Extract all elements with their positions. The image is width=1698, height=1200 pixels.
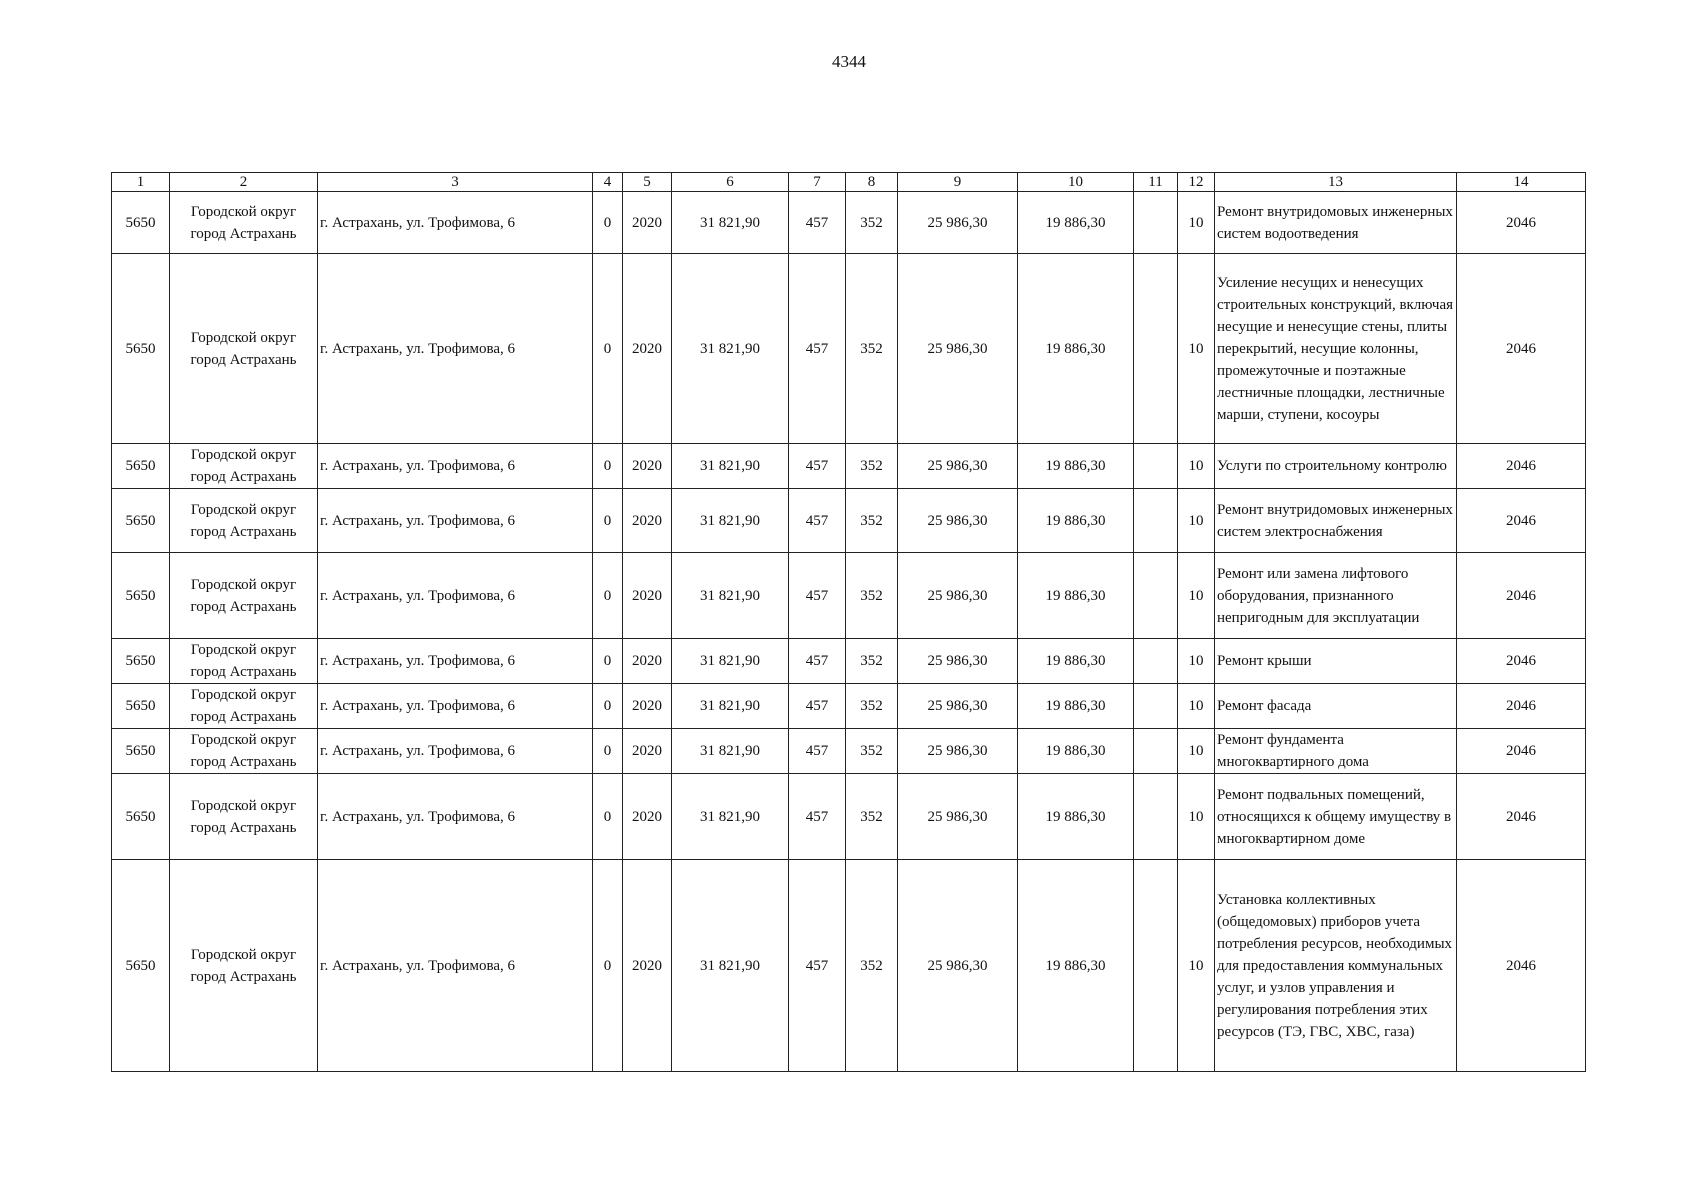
table-row: [112, 639, 1586, 684]
cell-col-1: 5650: [112, 639, 170, 684]
cell-col-6: 31 821,90: [672, 774, 789, 860]
table-row: [112, 192, 1586, 254]
cell-col-14: 2046: [1457, 774, 1586, 860]
cell-col-10: 19 886,30: [1018, 489, 1134, 553]
cell-col-14: 2046: [1457, 489, 1586, 553]
cell-col-4: 0: [593, 639, 623, 684]
cell-col-10: 19 886,30: [1018, 729, 1134, 774]
cell-col-2: Городской округ город Астрахань: [170, 254, 318, 444]
cell-col-13: Ремонт крыши: [1215, 639, 1457, 684]
cell-col-9: 25 986,30: [898, 860, 1018, 1072]
cell-col-9: 25 986,30: [898, 553, 1018, 639]
cell-col-9: 25 986,30: [898, 489, 1018, 553]
cell-col-4: 0: [593, 444, 623, 489]
cell-col-11: [1134, 192, 1178, 254]
cell-col-13: Ремонт или замена лифтового оборудования, признанного непригодным для эксплуатации: [1215, 553, 1457, 639]
column-header-4: 4: [593, 173, 623, 192]
cell-col-5: 2020: [623, 684, 672, 729]
cell-col-13: Ремонт внутридомовых инженерных систем водоотведения: [1215, 192, 1457, 254]
table-row: [112, 489, 1586, 553]
cell-col-1: 5650: [112, 254, 170, 444]
table-row: [112, 254, 1586, 444]
cell-col-12: 10: [1178, 192, 1215, 254]
cell-col-12: 10: [1178, 553, 1215, 639]
cell-col-13: Ремонт фасада: [1215, 684, 1457, 729]
cell-col-2: Городской округ город Астрахань: [170, 489, 318, 553]
cell-col-12: 10: [1178, 444, 1215, 489]
cell-col-12: 10: [1178, 860, 1215, 1072]
cell-col-11: [1134, 684, 1178, 729]
cell-col-3: г. Астрахань, ул. Трофимова, 6: [318, 553, 593, 639]
table-body: [112, 192, 1586, 1072]
column-number-row: [112, 173, 1586, 192]
page-number: 4344: [832, 52, 866, 71]
cell-col-1: 5650: [112, 729, 170, 774]
cell-col-8: 352: [846, 254, 898, 444]
column-header-13: 13: [1215, 173, 1457, 192]
cell-col-1: 5650: [112, 444, 170, 489]
cell-col-9: 25 986,30: [898, 444, 1018, 489]
cell-col-2: Городской округ город Астрахань: [170, 774, 318, 860]
cell-col-11: [1134, 553, 1178, 639]
table-row: [112, 684, 1586, 729]
cell-col-1: 5650: [112, 684, 170, 729]
column-header-3: 3: [318, 173, 593, 192]
cell-col-6: 31 821,90: [672, 729, 789, 774]
cell-col-1: 5650: [112, 774, 170, 860]
cell-col-7: 457: [789, 553, 846, 639]
cell-col-3: г. Астрахань, ул. Трофимова, 6: [318, 684, 593, 729]
cell-col-5: 2020: [623, 444, 672, 489]
column-header-14: 14: [1457, 173, 1586, 192]
cell-col-13: Ремонт подвальных помещений, относящихся к общему имуществу в многоквартирном доме: [1215, 774, 1457, 860]
cell-col-13: Ремонт фундамента многоквартирного дома: [1215, 729, 1457, 774]
table-row: [112, 553, 1586, 639]
cell-col-11: [1134, 444, 1178, 489]
cell-col-11: [1134, 860, 1178, 1072]
cell-col-12: 10: [1178, 684, 1215, 729]
cell-col-2: Городской округ город Астрахань: [170, 860, 318, 1072]
column-header-5: 5: [623, 173, 672, 192]
column-header-8: 8: [846, 173, 898, 192]
cell-col-11: [1134, 774, 1178, 860]
cell-col-5: 2020: [623, 553, 672, 639]
cell-col-11: [1134, 639, 1178, 684]
cell-col-8: 352: [846, 860, 898, 1072]
cell-col-1: 5650: [112, 860, 170, 1072]
cell-col-2: Городской округ город Астрахань: [170, 553, 318, 639]
cell-col-4: 0: [593, 489, 623, 553]
cell-col-8: 352: [846, 444, 898, 489]
cell-col-5: 2020: [623, 860, 672, 1072]
table-row: [112, 860, 1586, 1072]
column-header-12: 12: [1178, 173, 1215, 192]
cell-col-7: 457: [789, 860, 846, 1072]
cell-col-9: 25 986,30: [898, 254, 1018, 444]
cell-col-10: 19 886,30: [1018, 684, 1134, 729]
cell-col-4: 0: [593, 729, 623, 774]
cell-col-6: 31 821,90: [672, 684, 789, 729]
cell-col-10: 19 886,30: [1018, 254, 1134, 444]
cell-col-9: 25 986,30: [898, 774, 1018, 860]
cell-col-8: 352: [846, 684, 898, 729]
cell-col-7: 457: [789, 489, 846, 553]
cell-col-4: 0: [593, 860, 623, 1072]
cell-col-10: 19 886,30: [1018, 553, 1134, 639]
cell-col-14: 2046: [1457, 639, 1586, 684]
cell-col-6: 31 821,90: [672, 553, 789, 639]
cell-col-3: г. Астрахань, ул. Трофимова, 6: [318, 489, 593, 553]
cell-col-10: 19 886,30: [1018, 774, 1134, 860]
cell-col-10: 19 886,30: [1018, 639, 1134, 684]
cell-col-6: 31 821,90: [672, 860, 789, 1072]
cell-col-5: 2020: [623, 254, 672, 444]
cell-col-11: [1134, 489, 1178, 553]
cell-col-4: 0: [593, 553, 623, 639]
table-row: [112, 444, 1586, 489]
cell-col-1: 5650: [112, 489, 170, 553]
cell-col-13: Усиление несущих и ненесущих строительных конструкций, включая несущие и ненесущие стены, плиты перекрытий, несущие колонны, промежуточные и поэтажные лестничные площадки, лестничные марши, ступени, косоуры: [1215, 254, 1457, 444]
cell-col-12: 10: [1178, 774, 1215, 860]
cell-col-3: г. Астрахань, ул. Трофимова, 6: [318, 192, 593, 254]
cell-col-6: 31 821,90: [672, 444, 789, 489]
cell-col-12: 10: [1178, 639, 1215, 684]
cell-col-11: [1134, 254, 1178, 444]
cell-col-10: 19 886,30: [1018, 192, 1134, 254]
cell-col-7: 457: [789, 444, 846, 489]
cell-col-6: 31 821,90: [672, 489, 789, 553]
column-header-2: 2: [170, 173, 318, 192]
cell-col-1: 5650: [112, 553, 170, 639]
cell-col-4: 0: [593, 192, 623, 254]
cell-col-3: г. Астрахань, ул. Трофимова, 6: [318, 254, 593, 444]
cell-col-14: 2046: [1457, 444, 1586, 489]
column-header-10: 10: [1018, 173, 1134, 192]
cell-col-3: г. Астрахань, ул. Трофимова, 6: [318, 729, 593, 774]
table-row: [112, 774, 1586, 860]
cell-col-8: 352: [846, 729, 898, 774]
cell-col-2: Городской округ город Астрахань: [170, 729, 318, 774]
cell-col-13: Ремонт внутридомовых инженерных систем электроснабжения: [1215, 489, 1457, 553]
column-header-7: 7: [789, 173, 846, 192]
cell-col-9: 25 986,30: [898, 192, 1018, 254]
cell-col-9: 25 986,30: [898, 639, 1018, 684]
cell-col-4: 0: [593, 254, 623, 444]
cell-col-4: 0: [593, 684, 623, 729]
column-header-9: 9: [898, 173, 1018, 192]
cell-col-7: 457: [789, 639, 846, 684]
cell-col-4: 0: [593, 774, 623, 860]
cell-col-1: 5650: [112, 192, 170, 254]
cell-col-8: 352: [846, 553, 898, 639]
cell-col-7: 457: [789, 729, 846, 774]
cell-col-7: 457: [789, 192, 846, 254]
cell-col-5: 2020: [623, 639, 672, 684]
cell-col-8: 352: [846, 489, 898, 553]
cell-col-14: 2046: [1457, 860, 1586, 1072]
cell-col-10: 19 886,30: [1018, 444, 1134, 489]
cell-col-8: 352: [846, 774, 898, 860]
cell-col-10: 19 886,30: [1018, 860, 1134, 1072]
cell-col-7: 457: [789, 774, 846, 860]
table-row: [112, 729, 1586, 774]
cell-col-9: 25 986,30: [898, 684, 1018, 729]
cell-col-5: 2020: [623, 192, 672, 254]
cell-col-5: 2020: [623, 729, 672, 774]
column-header-6: 6: [672, 173, 789, 192]
cell-col-13: Установка коллективных (общедомовых) приборов учета потребления ресурсов, необходимых для предоставления коммунальных услуг, и узлов управления и регулирования потребления этих ресурсов (ТЭ, ГВС, ХВС, газа): [1215, 860, 1457, 1072]
cell-col-3: г. Астрахань, ул. Трофимова, 6: [318, 860, 593, 1072]
cell-col-2: Городской округ город Астрахань: [170, 192, 318, 254]
column-header-11: 11: [1134, 173, 1178, 192]
cell-col-13: Услуги по строительному контролю: [1215, 444, 1457, 489]
cell-col-2: Городской округ город Астрахань: [170, 444, 318, 489]
cell-col-9: 25 986,30: [898, 729, 1018, 774]
cell-col-7: 457: [789, 254, 846, 444]
cell-col-6: 31 821,90: [672, 254, 789, 444]
cell-col-2: Городской округ город Астрахань: [170, 684, 318, 729]
cell-col-2: Городской округ город Астрахань: [170, 639, 318, 684]
cell-col-3: г. Астрахань, ул. Трофимова, 6: [318, 444, 593, 489]
cell-col-14: 2046: [1457, 553, 1586, 639]
cell-col-7: 457: [789, 684, 846, 729]
cell-col-3: г. Астрахань, ул. Трофимова, 6: [318, 774, 593, 860]
repair-schedule-table: [111, 172, 1586, 1072]
cell-col-6: 31 821,90: [672, 639, 789, 684]
cell-col-12: 10: [1178, 729, 1215, 774]
cell-col-12: 10: [1178, 254, 1215, 444]
cell-col-11: [1134, 729, 1178, 774]
cell-col-14: 2046: [1457, 192, 1586, 254]
cell-col-12: 10: [1178, 489, 1215, 553]
cell-col-14: 2046: [1457, 729, 1586, 774]
cell-col-5: 2020: [623, 774, 672, 860]
cell-col-14: 2046: [1457, 254, 1586, 444]
cell-col-14: 2046: [1457, 684, 1586, 729]
cell-col-6: 31 821,90: [672, 192, 789, 254]
cell-col-3: г. Астрахань, ул. Трофимова, 6: [318, 639, 593, 684]
column-header-1: 1: [112, 173, 170, 192]
cell-col-5: 2020: [623, 489, 672, 553]
cell-col-8: 352: [846, 639, 898, 684]
cell-col-8: 352: [846, 192, 898, 254]
